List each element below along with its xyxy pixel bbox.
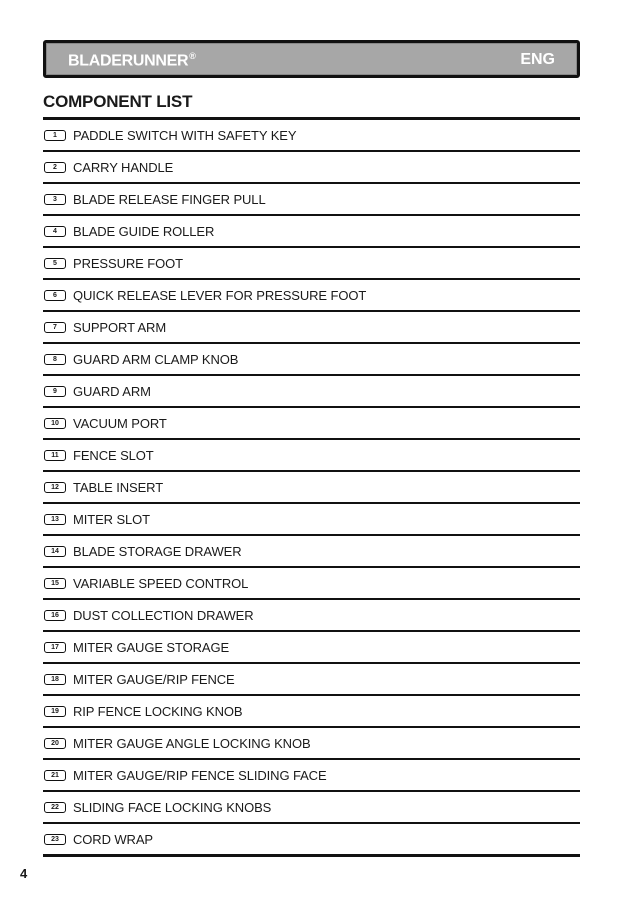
component-row <box>43 632 580 664</box>
component-row <box>43 504 580 536</box>
component-label: SLIDING FACE LOCKING KNOBS <box>73 799 272 815</box>
component-label: MITER GAUGE STORAGE <box>73 639 230 655</box>
component-row <box>43 568 580 600</box>
component-label: BLADE STORAGE DRAWER <box>73 543 242 559</box>
component-label: MITER GAUGE ANGLE LOCKING KNOB <box>73 735 311 751</box>
component-number-badge: 10 <box>44 418 66 429</box>
component-label: GUARD ARM <box>73 383 151 399</box>
component-label: MITER GAUGE/RIP FENCE <box>73 671 235 687</box>
language-label: ENG <box>520 51 555 68</box>
component-label: GUARD ARM CLAMP KNOB <box>73 351 239 367</box>
component-number-badge: 14 <box>44 546 66 557</box>
component-number-badge: 11 <box>44 450 66 461</box>
component-number-badge: 12 <box>44 482 66 493</box>
component-row <box>43 408 580 440</box>
component-label: MITER SLOT <box>73 511 151 527</box>
component-label: PADDLE SWITCH WITH SAFETY KEY <box>73 127 297 143</box>
component-row <box>43 216 580 248</box>
component-label: SUPPORT ARM <box>73 319 167 335</box>
component-row <box>43 280 580 312</box>
component-label: MITER GAUGE/RIP FENCE SLIDING FACE <box>73 767 327 783</box>
component-row <box>43 792 580 824</box>
component-label: VACUUM PORT <box>73 415 167 431</box>
component-label: CARRY HANDLE <box>73 159 174 175</box>
component-number-badge: 17 <box>44 642 66 653</box>
component-row <box>43 152 580 184</box>
component-row <box>43 824 580 857</box>
component-row <box>43 536 580 568</box>
component-row <box>43 344 580 376</box>
component-row <box>43 120 580 152</box>
component-label: DUST COLLECTION DRAWER <box>73 607 254 623</box>
component-number-badge: 20 <box>44 738 66 749</box>
component-number-badge: 2 <box>44 162 66 173</box>
component-number-badge: 21 <box>44 770 66 781</box>
component-number-badge: 22 <box>44 802 66 813</box>
component-row <box>43 440 580 472</box>
component-label: PRESSURE FOOT <box>73 255 183 271</box>
component-row <box>43 312 580 344</box>
component-row <box>43 248 580 280</box>
component-number-badge: 5 <box>44 258 66 269</box>
component-row <box>43 760 580 792</box>
component-number-badge: 19 <box>44 706 66 717</box>
component-list <box>43 117 580 857</box>
component-row <box>43 600 580 632</box>
component-label: RIP FENCE LOCKING KNOB <box>73 703 243 719</box>
component-row <box>43 728 580 760</box>
page-number: 4 <box>20 866 28 881</box>
component-row <box>43 664 580 696</box>
component-label: FENCE SLOT <box>73 447 154 463</box>
component-number-badge: 9 <box>44 386 66 397</box>
component-number-badge: 3 <box>44 194 66 205</box>
brand-title: BLADERUNNER® <box>68 51 196 70</box>
component-number-badge: 16 <box>44 610 66 621</box>
component-number-badge: 23 <box>44 834 66 845</box>
component-number-badge: 18 <box>44 674 66 685</box>
component-number-badge: 1 <box>44 130 66 141</box>
component-row <box>43 184 580 216</box>
component-number-badge: 6 <box>44 290 66 301</box>
component-row <box>43 472 580 504</box>
section-title: COMPONENT LIST <box>43 92 193 111</box>
component-row <box>43 376 580 408</box>
component-number-badge: 15 <box>44 578 66 589</box>
component-number-badge: 4 <box>44 226 66 237</box>
component-label: TABLE INSERT <box>73 479 164 495</box>
component-label: QUICK RELEASE LEVER FOR PRESSURE FOOT <box>73 287 367 303</box>
component-row <box>43 696 580 728</box>
registered-mark: ® <box>189 51 196 61</box>
component-label: BLADE RELEASE FINGER PULL <box>73 191 266 207</box>
component-number-badge: 7 <box>44 322 66 333</box>
component-label: VARIABLE SPEED CONTROL <box>73 575 249 591</box>
component-label: CORD WRAP <box>73 831 153 847</box>
header-bar <box>43 40 580 78</box>
component-number-badge: 8 <box>44 354 66 365</box>
component-label: BLADE GUIDE ROLLER <box>73 223 215 239</box>
component-number-badge: 13 <box>44 514 66 525</box>
